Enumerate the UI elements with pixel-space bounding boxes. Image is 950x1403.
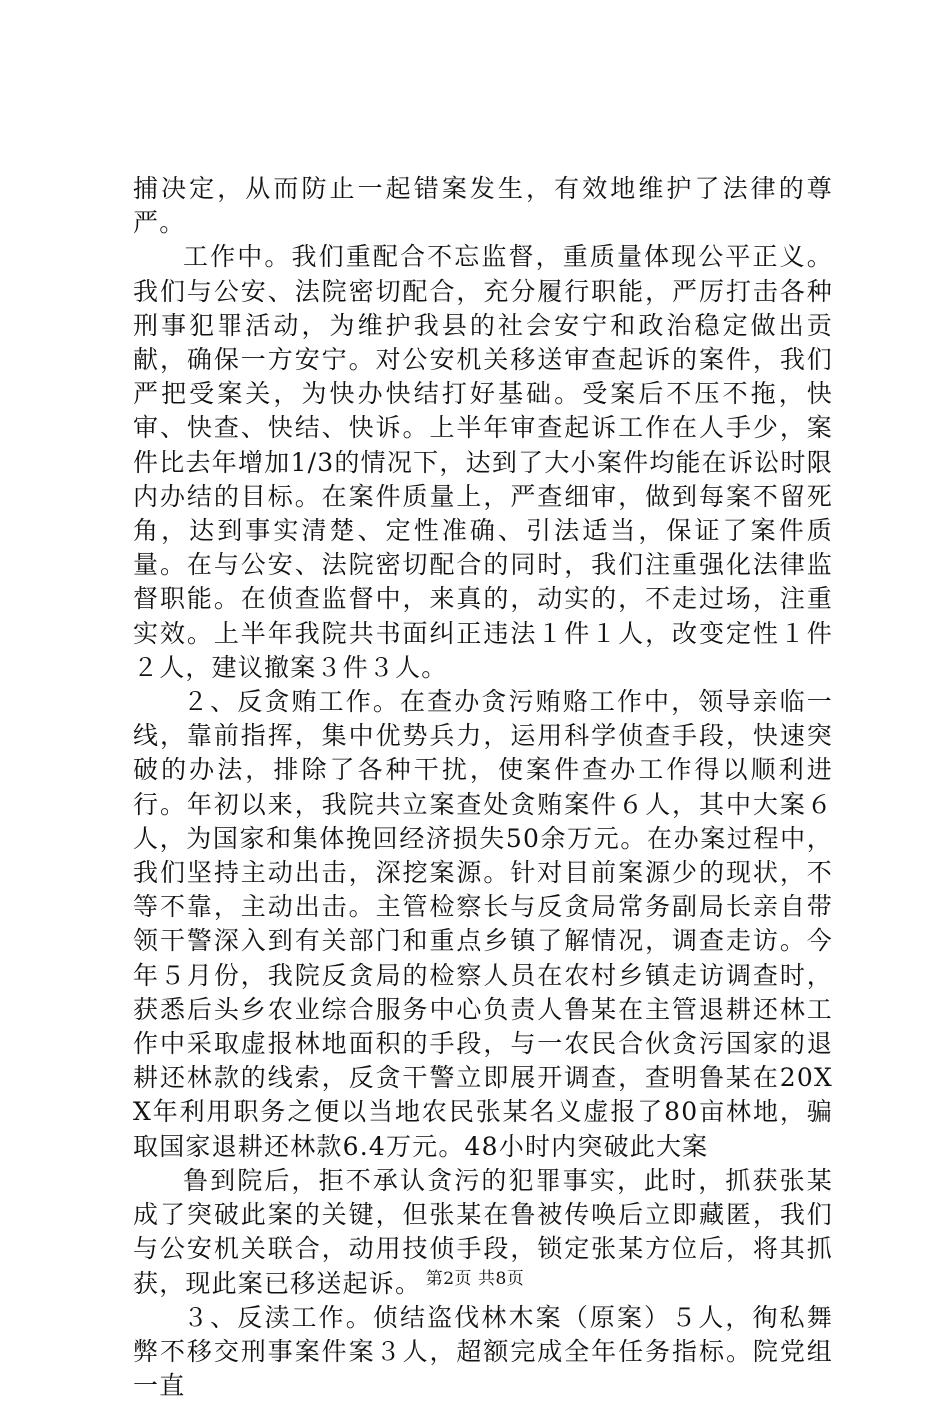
paragraph-anti-corruption: ２、反贪贿工作。在查办贪污贿赂工作中，领导亲临一线，靠前指挥，集中优势兵力，运用科学侦查手段，快速突破的办法，排除了各种干扰，使案件查办工作得以顺利进行。年初以来，我院共立案查处贪贿案件６人，其中大案６人，为国家和集体挽回经济损失50余万元。在办案过程中，我们坚持主动出击，深挖案源。针对目前案源少的现状，不等不靠，主动出击。主管检察长与反贪局常务副局长亲自带领干警深入到有关部门和重点乡镇了解情况，调查走访。今年５月份，我院反贪局的检察人员在农村乡镇走访调查时，获悉后头乡农业综合服务中心负责人鲁某在主管退耕还林工作中采取虚报林地面积的手段，与一农民合伙贪污国家的退耕还林款的线索，反贪干警立即展开调查，查明鲁某在20XX年利用职务之便以当地农民张某名义虚报了80亩林地，骗取国家退耕还林款6.4万元。48小时内突破此大案 (133, 687, 833, 1161)
page-number-footer: 第2页 共8页 (425, 1269, 525, 1289)
paragraph-case-followup: 鲁到院后，拒不承认贪污的犯罪事实，此时，抓获张某成了突破此案的关键，但张某在鲁被传唤后立即藏匿，我们与公安机关联合，动用技侦手段，锁定张某方位后，将其抓获，现此案已移送起诉。 (133, 1165, 833, 1298)
paragraph-continuation: 捕决定，从而防止一起错案发生，有效地维护了法律的尊严。 (133, 174, 833, 238)
paragraph-review-prosecution: 工作中。我们重配合不忘监督，重质量体现公平正义。我们与公安、法院密切配合，充分履行职能，严厉打击各种刑事犯罪活动，为维护我县的社会安宁和政治稳定做出贡献，确保一方安宁。对公安机关移送审查起诉的案件，我们严把受案关，为快办快结打好基础。受案后不压不拖，快审、快查、快结、快诉。上半年审查起诉工作在人手少，案件比去年增加1/3的情况下，达到了大小案件均能在诉讼时限内办结的目标。在案件质量上，严查细审，做到每案不留死角，达到事实清楚、定性准确、引法适当，保证了案件质量。在与公安、法院密切配合的同时，我们注重强化法律监督职能。在侦查监督中，来真的，动实的，不走过场，注重实效。上半年我院共书面纠正违法１件１人，改变定性１件２人，建议撤案３件３人。 (133, 242, 833, 682)
paragraph-anti-dereliction: ３、反渎工作。侦结盗伐林木案（原案）５人，徇私舞弊不移交刑事案件案３人，超额完成全年任务指标。院党组一直 (133, 1302, 833, 1401)
document-body (133, 172, 833, 1403)
